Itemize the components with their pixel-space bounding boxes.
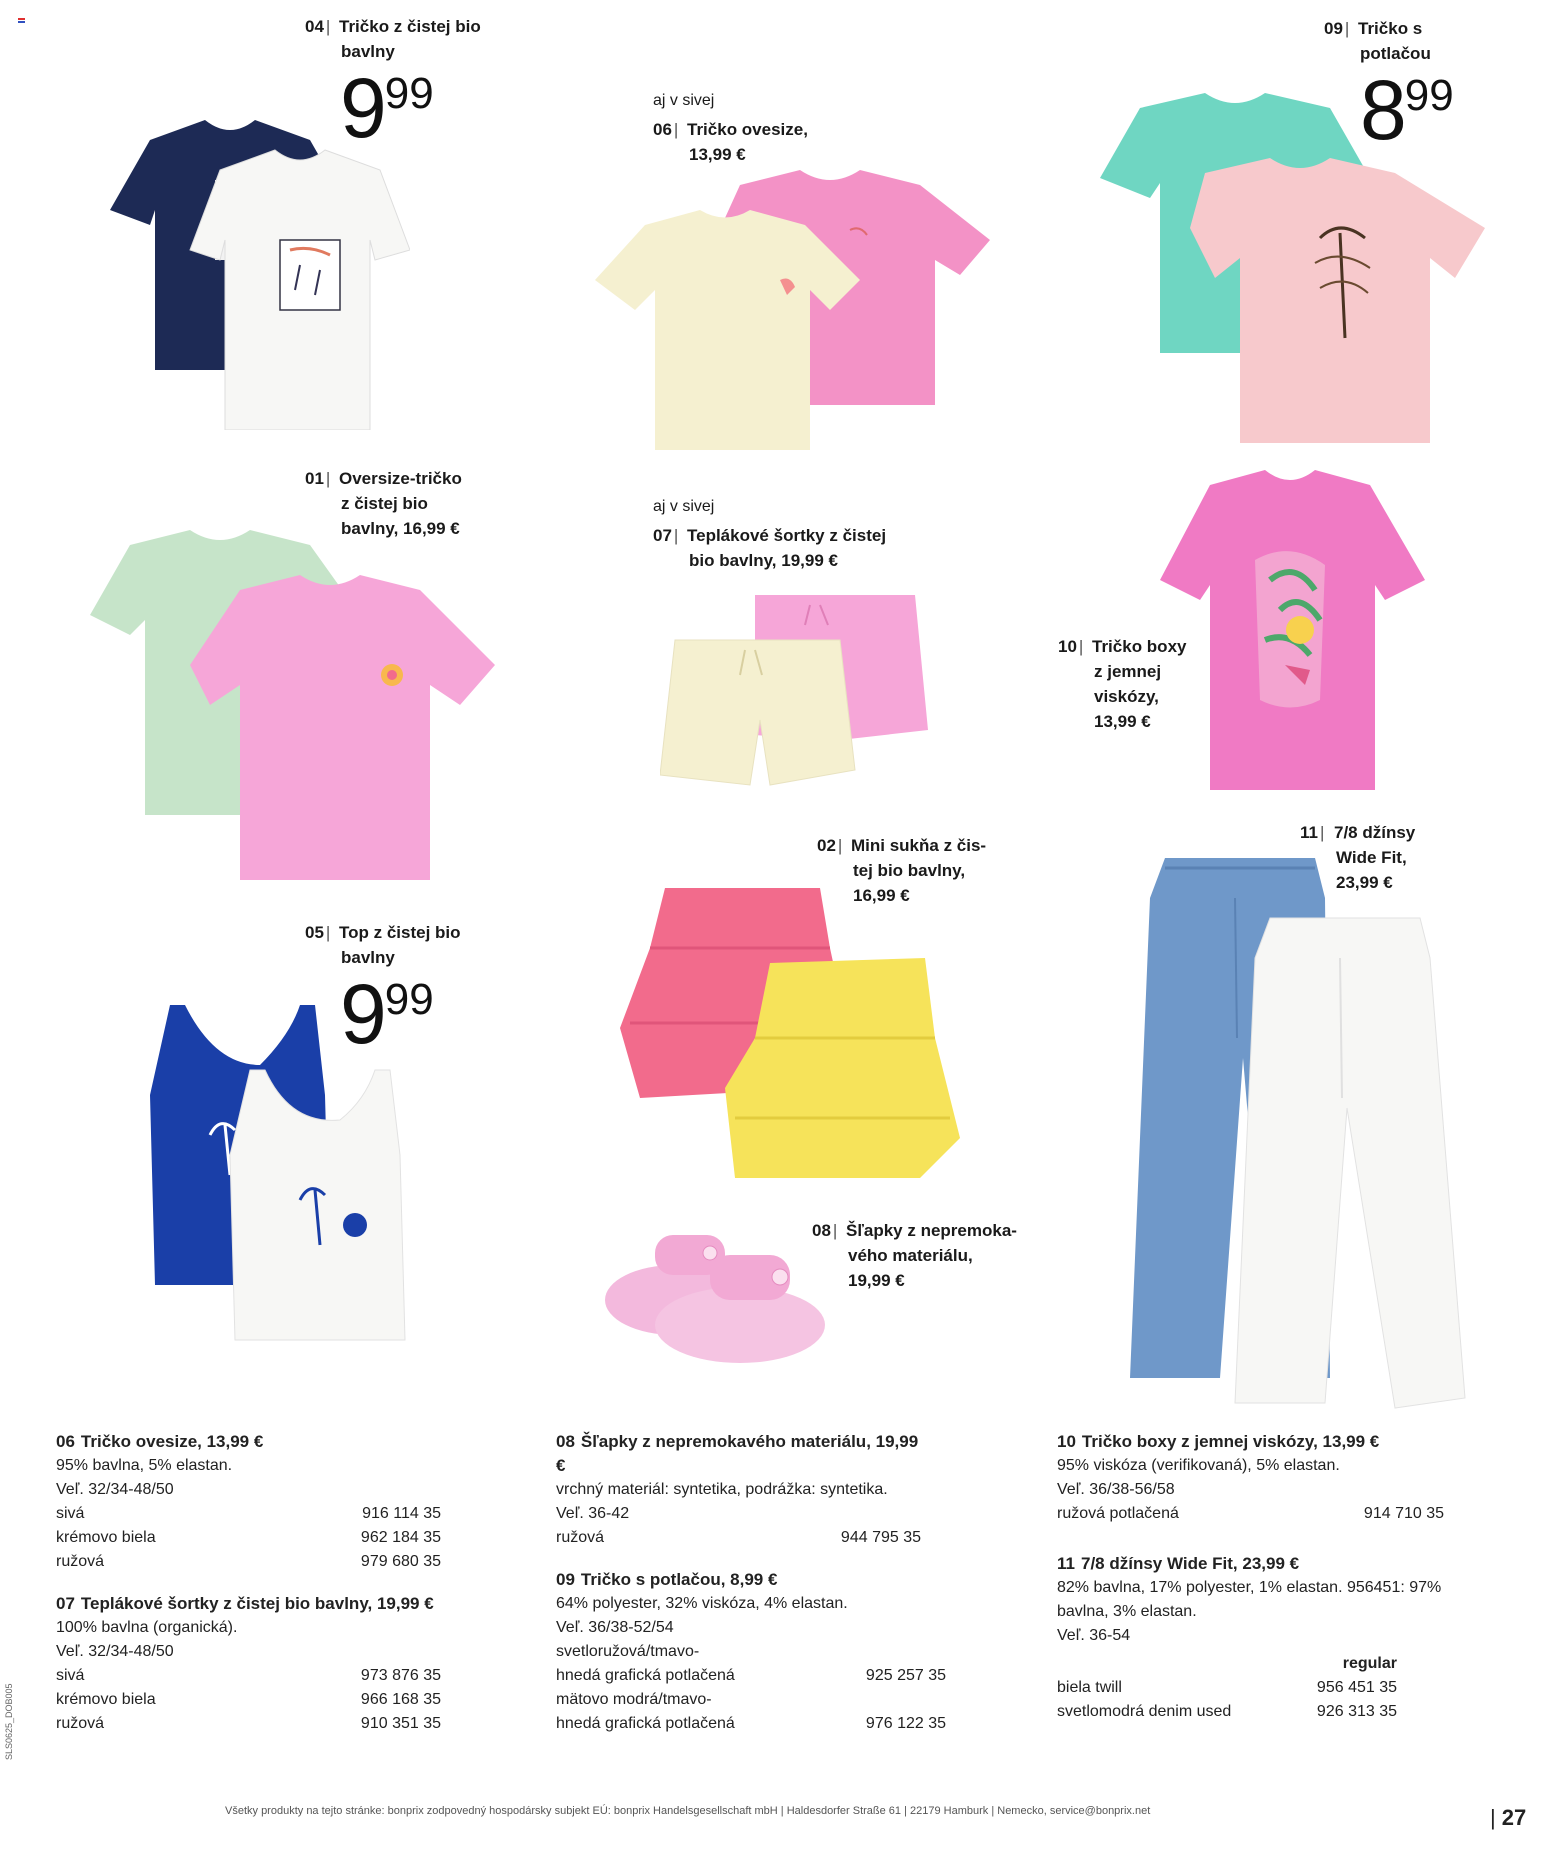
- corner-mark: [18, 18, 25, 23]
- product-label-11: 11 | 7/8 džínsy Wide Fit, 23,99 €: [1300, 820, 1415, 895]
- product-image-09-tshirts: [1100, 88, 1485, 448]
- spec-row: hnedá grafická potlačená 925 257 35: [556, 1667, 946, 1684]
- spec-row: hnedá grafická potlačená 976 122 35: [556, 1715, 946, 1732]
- product-image-10-tshirt: [1160, 470, 1425, 795]
- spec-08: 08 Šľapky z nepremokavého materiálu, 19,99 € vrchný materiál: syntetika, podrážka: syntetika. Veľ. 36-42 ružová 944 795 35: [556, 1430, 921, 1550]
- price-04: 999: [340, 61, 434, 155]
- spec-06: 06 Tričko ovesize, 13,99 € 95% bavlna, 5% elastan. Veľ. 32/34-48/50 sivá 916 114 35 krémovo biela 962 184 35 ružová 979 680 35: [56, 1430, 441, 1574]
- spec-row: krémovo biela 962 184 35: [56, 1529, 441, 1546]
- spec-row: ružová 979 680 35: [56, 1553, 441, 1570]
- spec-row: sivá 973 876 35: [56, 1667, 441, 1684]
- product-image-04-tshirts: [110, 100, 410, 430]
- spec-row: ružová potlačená 914 710 35: [1057, 1505, 1444, 1522]
- legal-footer: Všetky produkty na tejto stránke: bonprix zodpovedný hospodársky subjekt EÚ: bonprix Handelsgesellschaft mbH | Haldesdorfer Straße 61 | 22179 Hamburk | Nemecko, service@bonprix.net: [225, 1805, 1151, 1817]
- product-image-11-jeans: [1125, 858, 1470, 1413]
- spec-row: svetlomodrá denim used 926 313 35: [1057, 1703, 1397, 1720]
- spec-row: svetloružová/tmavo-: [556, 1643, 700, 1660]
- catalog-code: SLS0625_DOB005: [4, 1683, 14, 1760]
- product-label-08: 08 | Šľapky z nepremoka- vého materiálu, 19,99 €: [812, 1218, 1017, 1293]
- product-label-09: 09 | Tričko s potlačou: [1324, 16, 1431, 66]
- price-09: 899: [1360, 63, 1454, 157]
- spec-row: krémovo biela 966 168 35: [56, 1691, 441, 1708]
- product-image-02-skirts: [620, 888, 965, 1178]
- product-label-04: 04 | Tričko z čistej bio bavlny: [305, 14, 481, 64]
- spec-11: 11 7/8 džínsy Wide Fit, 23,99 € 82% bavlna, 17% polyester, 1% elastan. 956451: 97% bavlna, 3% elastan. Veľ. 36-54 regular biela twill 956 451 35 svetlomodrá denim used 926 313 35: [1057, 1552, 1527, 1724]
- product-image-08-sandals: [600, 1205, 830, 1365]
- product-label-05: 05 | Top z čistej bio bavlny: [305, 920, 461, 970]
- spec-row: ružová 944 795 35: [556, 1529, 921, 1546]
- page-number: | 27: [1490, 1805, 1526, 1831]
- spec-row: mätovo modrá/tmavo-: [556, 1691, 712, 1708]
- product-image-01-tshirts: [90, 525, 495, 880]
- product-label-06: aj v sivej 06 | Tričko ovesize, 13,99 €: [653, 88, 808, 167]
- product-label-01: 01 | Oversize-tričko z čistej bio bavlny, 16,99 €: [305, 466, 462, 541]
- product-label-10: 10 | Tričko boxy z jemnej viskózy, 13,99 €: [1058, 634, 1186, 734]
- product-image-07-shorts: [660, 590, 930, 790]
- product-number: 04 |: [305, 14, 339, 39]
- product-label-02: 02 | Mini sukňa z čis- tej bio bavlny, 16,99 €: [817, 833, 986, 908]
- product-image-06-tshirts: [595, 165, 990, 450]
- spec-09: 09 Tričko s potlačou, 8,99 € 64% polyester, 32% viskóza, 4% elastan. Veľ. 36/38-52/54 svetloružová/tmavo- hnedá grafická potlačená 925 257 35 mätovo modrá/tmavo- hnedá grafická potlačená 976 122 35: [556, 1568, 946, 1736]
- spec-row: sivá 916 114 35: [56, 1505, 441, 1522]
- price-05: 999: [340, 967, 434, 1061]
- product-image-05-tops: [140, 1005, 450, 1345]
- spec-10: 10 Tričko boxy z jemnej viskózy, 13,99 € 95% viskóza (verifikovaná), 5% elastan. Veľ. 36/38-56/58 ružová potlačená 914 710 35: [1057, 1430, 1472, 1526]
- product-label-07: aj v sivej 07 | Teplákové šortky z čistej bio bavlny, 19,99 €: [653, 494, 886, 573]
- spec-row: ružová 910 351 35: [56, 1715, 441, 1732]
- spec-row: biela twill 956 451 35: [1057, 1679, 1397, 1696]
- spec-07: 07 Teplákové šortky z čistej bio bavlny, 19,99 € 100% bavlna (organická). Veľ. 32/34-48/50 sivá 973 876 35 krémovo biela 966 168 35 ružová 910 351 35: [56, 1592, 441, 1736]
